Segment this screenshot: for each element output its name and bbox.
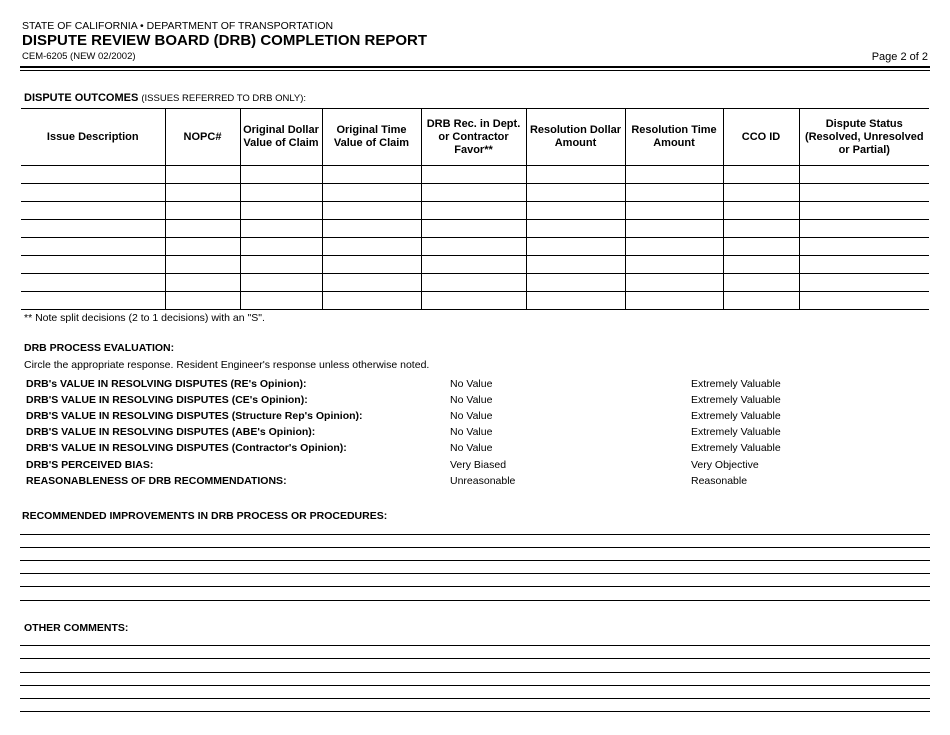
col-original-time: Original Time Value of Claim [322,109,421,166]
col-cco-id: CCO ID [723,109,799,166]
comments-write-line[interactable] [20,645,930,646]
comments-write-line[interactable] [20,711,930,712]
evaluation-question: REASONABLENESS OF DRB RECOMMENDATIONS: [26,475,287,487]
improvements-write-line[interactable] [20,547,930,548]
rating-high-option[interactable]: Extremely Valuable [691,378,781,390]
table-row [21,238,929,256]
rating-high-option[interactable]: Extremely Valuable [691,442,781,454]
evaluation-question: DRB'S VALUE IN RESOLVING DISPUTES (ABE's Opinion): [26,426,316,438]
page-number: Page 2 of 2 [871,51,928,63]
split-decision-note: ** Note split decisions (2 to 1 decisions) with an "S". [24,312,265,324]
header-rule-thin [20,70,930,71]
improvements-heading: RECOMMENDED IMPROVEMENTS IN DRB PROCESS OR PROCEDURES: [22,510,388,522]
rating-low-option[interactable]: No Value [450,442,493,454]
dispute-outcomes-heading [24,92,306,104]
table-row [21,256,929,274]
dispute-outcomes-subtitle: (ISSUES REFERRED TO DRB ONLY): [141,93,307,104]
table-row [21,166,929,184]
rating-low-option[interactable]: Unreasonable [450,475,516,487]
other-comments-heading: OTHER COMMENTS: [24,622,129,634]
rating-high-option[interactable]: Extremely Valuable [691,410,781,422]
comments-write-line[interactable] [20,698,930,699]
table-row [21,220,929,238]
evaluation-question: DRB'S VALUE IN RESOLVING DISPUTES (Structure Rep's Opinion): [26,410,363,422]
rating-high-option[interactable]: Very Objective [691,459,759,471]
table-row [21,292,929,310]
col-resolution-time: Resolution Time Amount [625,109,723,166]
evaluation-row [26,442,926,458]
rating-low-option[interactable]: No Value [450,410,493,422]
evaluation-row [26,426,926,442]
evaluation-row [26,475,926,491]
agency-line: STATE OF CALIFORNIA • DEPARTMENT OF TRANSPORTATION [22,20,334,32]
rating-low-option[interactable]: Very Biased [450,459,507,471]
improvements-write-line[interactable] [20,600,930,601]
improvements-write-line[interactable] [20,534,930,535]
evaluation-question: DRB'S PERCEIVED BIAS: [26,459,154,471]
form-title: DISPUTE REVIEW BOARD (DRB) COMPLETION REPORT [22,32,428,49]
improvements-write-line[interactable] [20,586,930,587]
rating-low-option[interactable]: No Value [450,426,493,438]
comments-write-line[interactable] [20,685,930,686]
dispute-outcomes-table [21,108,929,310]
evaluation-question: DRB'S VALUE IN RESOLVING DISPUTES (Contractor's Opinion): [26,442,347,454]
improvements-write-line[interactable] [20,560,930,561]
col-nopc: NOPC# [165,109,240,166]
col-drb-rec: DRB Rec. in Dept. or Contractor Favor** [421,109,526,166]
evaluation-row [26,410,926,426]
evaluation-row [26,378,926,394]
dispute-outcomes-title: DISPUTE OUTCOMES [24,92,139,104]
evaluation-heading: DRB PROCESS EVALUATION: [24,342,175,354]
evaluation-row [26,459,926,475]
rating-high-option[interactable]: Extremely Valuable [691,426,781,438]
rating-low-option[interactable]: No Value [450,394,493,406]
evaluation-question: DRB'S VALUE IN RESOLVING DISPUTES (CE's Opinion): [26,394,308,406]
rating-high-option[interactable]: Extremely Valuable [691,394,781,406]
header-rule-thick [20,66,930,68]
rating-high-option[interactable]: Reasonable [691,475,748,487]
rating-low-option[interactable]: No Value [450,378,493,390]
comments-write-line[interactable] [20,672,930,673]
col-resolution-dollar: Resolution Dollar Amount [526,109,625,166]
table-row [21,202,929,220]
comments-write-line[interactable] [20,658,930,659]
evaluation-instruction: Circle the appropriate response. Resident Engineer's response unless otherwise noted. [24,359,430,371]
table-header-row [21,109,929,166]
evaluation-row [26,394,926,410]
col-issue-description: Issue Description [21,109,165,166]
improvements-write-line[interactable] [20,573,930,574]
col-dispute-status: Dispute Status (Resolved, Unresolved or Partial) [799,109,929,166]
col-original-dollar: Original Dollar Value of Claim [240,109,322,166]
form-number: CEM-6205 (NEW 02/2002) [22,51,136,62]
table-row [21,184,929,202]
table-row [21,274,929,292]
evaluation-question: DRB's VALUE IN RESOLVING DISPUTES (RE's Opinion): [26,378,307,390]
table-body [21,166,929,310]
